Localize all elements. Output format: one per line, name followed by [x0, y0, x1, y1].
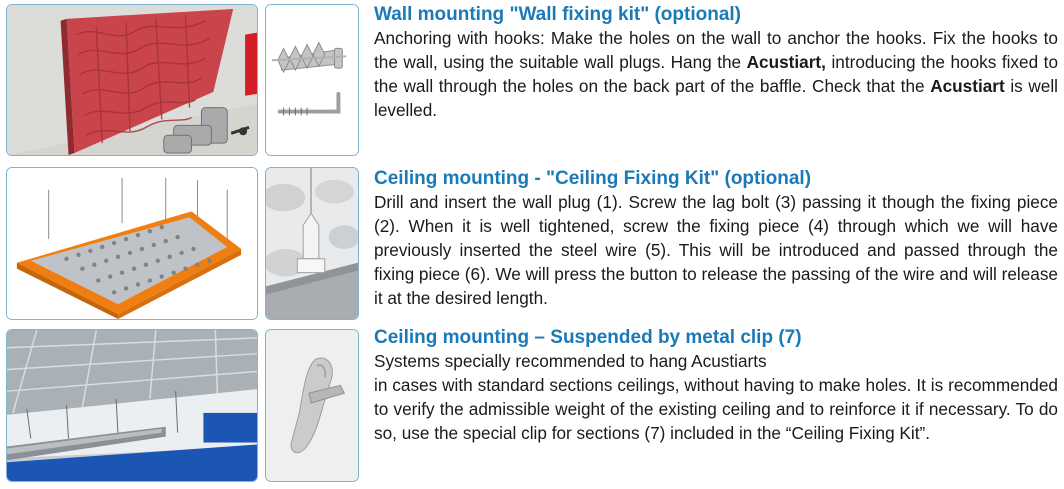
metal-clip-body: in cases with standard sections ceilings, without having to make holes. It is recommended to verify the admissible weight of the existing ceiling and to reinforce it if necessary. To do so, use the special clip for sections (7) included in the “Ceiling Fixing Kit”. — [374, 375, 1058, 443]
metal-clip-body-line1: Systems specially recommended to hang Acustiarts — [374, 351, 767, 371]
brand-name: Acustiart — [930, 76, 1005, 96]
wall-panel-scene-image — [6, 4, 258, 156]
metal-clip-title: Ceiling mounting – Suspended by metal clip (7) — [374, 327, 802, 348]
wall-mounting-text-3: is well levelled. — [374, 76, 1058, 120]
ceiling-room-scene-image — [6, 329, 258, 482]
wall-mounting-section — [374, 4, 1058, 122]
ceiling-kit-section — [374, 168, 1058, 310]
metal-clip-section — [374, 327, 1058, 445]
wall-mounting-body — [374, 26, 1058, 122]
brand-name: Acustiart, — [746, 52, 826, 72]
ceiling-kit-title: Ceiling mounting - "Ceiling Fixing Kit" (optional) — [374, 168, 812, 189]
wall-mounting-text-1: Anchoring with hooks: Make the holes on the wall to anchor the hooks. Fix the hooks to the wall, using the suitable wall plugs. Hang the — [374, 28, 1058, 72]
wall-plug-and-hook-image — [265, 4, 359, 156]
ceiling-fixing-piece-image — [265, 167, 359, 320]
wall-mounting-title: Wall mounting "Wall fixing kit" (optional) — [374, 4, 742, 25]
ceiling-kit-body: Drill and insert the wall plug (1). Screw the lag bolt (3) passing it though the fixing piece (2). When it is well tightened, screw the fixing piece (4) through which we will have previously inserted the steel wire (5). This will be introduced and passed through the fixing piece (6). We will press the button to release the passing of the wire and will release it at the desired length. — [374, 192, 1058, 308]
suspended-ceiling-panel-image — [6, 167, 258, 320]
metal-clip-image — [265, 329, 359, 482]
wall-mounting-text-2: introducing the hooks fixed to the wall through the holes on the back part of the baffle. Check that the — [374, 52, 1058, 96]
